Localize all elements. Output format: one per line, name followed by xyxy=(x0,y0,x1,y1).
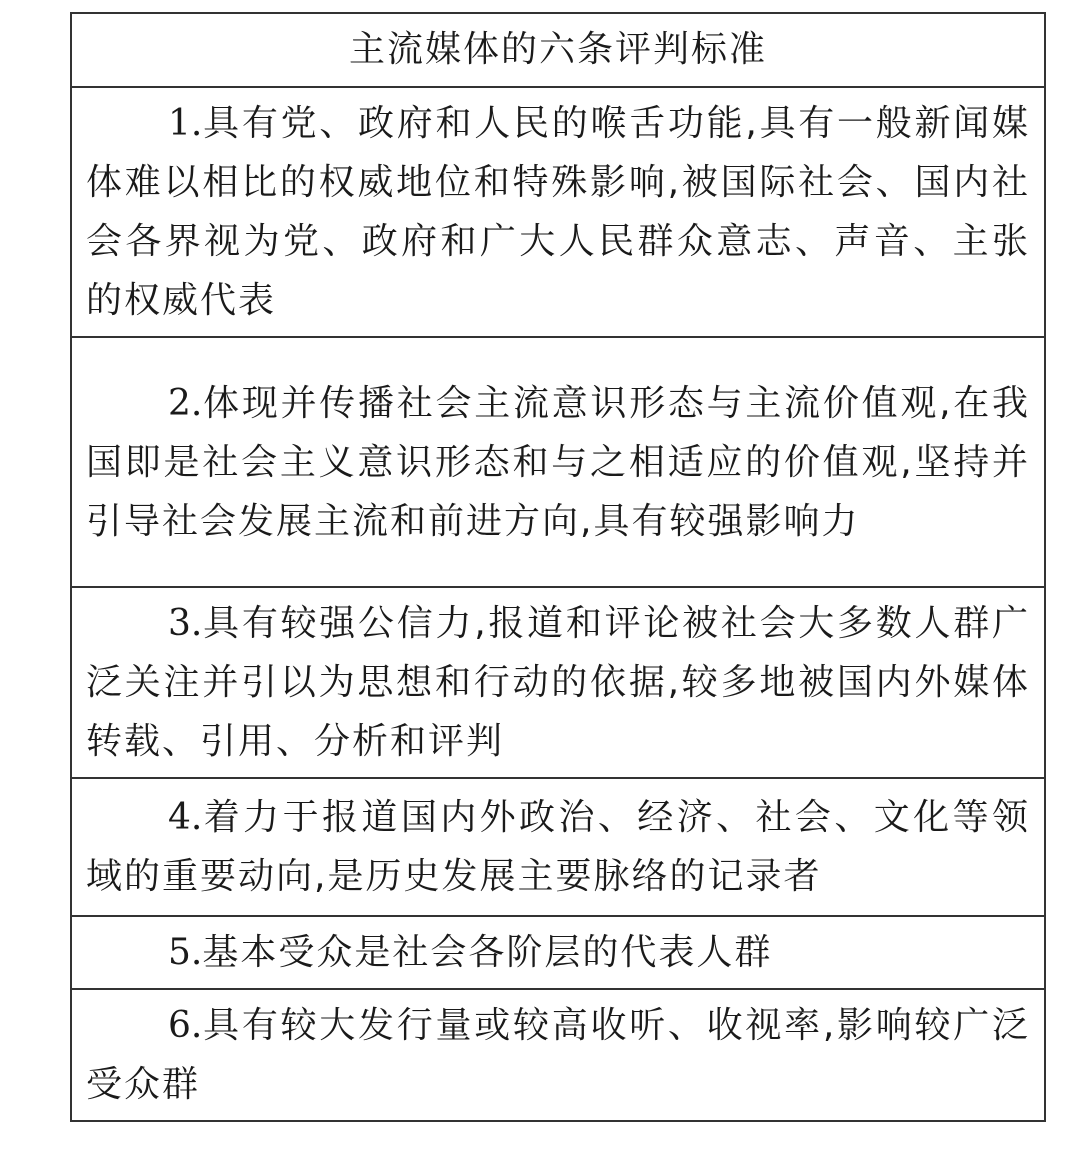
criterion-1 xyxy=(71,87,1045,337)
criterion-4 xyxy=(71,778,1045,916)
criterion-text: 体现并传播社会主流意识形态与主流价值观,在我国即是社会主义意识形态和与之相适应的价值观,坚持并引导社会发展主流和前进方向,具有较强影响力 xyxy=(86,382,1030,542)
criterion-number: 1. xyxy=(168,103,203,144)
criterion-number: 6. xyxy=(168,1005,203,1046)
table-row xyxy=(71,916,1045,989)
criterion-5 xyxy=(71,916,1045,989)
criteria-table xyxy=(70,12,1046,1122)
criterion-text: 具有较大发行量或较高收听、收视率,影响较广泛受众群 xyxy=(86,1005,1030,1105)
table-row xyxy=(71,87,1045,337)
criterion-3 xyxy=(71,587,1045,778)
criterion-number: 5. xyxy=(168,932,203,973)
criterion-number: 4. xyxy=(168,797,203,838)
criterion-text: 着力于报道国内外政治、经济、社会、文化等领域的重要动向,是历史发展主要脉络的记录者 xyxy=(86,797,1030,897)
criterion-number: 2. xyxy=(168,382,203,424)
criterion-text: 具有党、政府和人民的喉舌功能,具有一般新闻媒体难以相比的权威地位和特殊影响,被国际社会、国内社会各界视为党、政府和广大人民群众意志、声音、主张的权威代表 xyxy=(86,103,1030,321)
table-row xyxy=(71,587,1045,778)
table-row xyxy=(71,337,1045,587)
table-title: 主流媒体的六条评判标准 xyxy=(71,13,1045,87)
table-row xyxy=(71,989,1045,1121)
criterion-6 xyxy=(71,989,1045,1121)
criterion-2 xyxy=(71,337,1045,587)
criterion-text: 具有较强公信力,报道和评论被社会大多数人群广泛关注并引以为思想和行动的依据,较多地被国内外媒体转载、引用、分析和评判 xyxy=(86,603,1030,762)
table-row xyxy=(71,778,1045,916)
table-header-row xyxy=(71,13,1045,87)
criterion-number: 3. xyxy=(168,603,203,644)
criterion-text: 基本受众是社会各阶层的代表人群 xyxy=(202,932,773,973)
